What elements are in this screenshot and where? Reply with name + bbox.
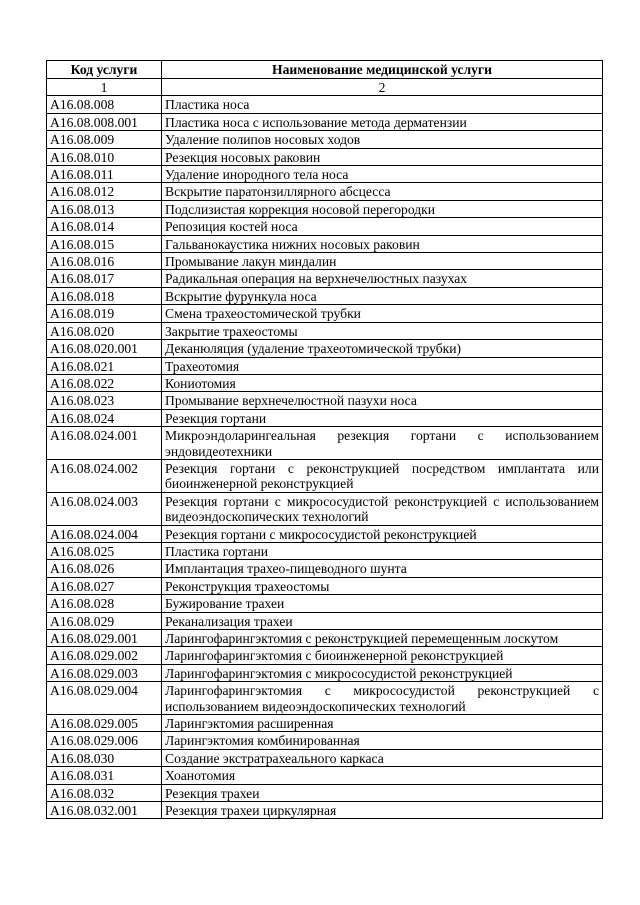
- service-code: A16.08.013: [47, 200, 162, 217]
- service-name: Вскрытие паратонзиллярного абсцесса: [162, 183, 603, 200]
- table-row: [47, 647, 603, 664]
- service-code: A16.08.024.002: [47, 459, 162, 492]
- service-code: A16.08.016: [47, 253, 162, 270]
- service-name: Ларингофарингэктомия с биоинженерной реконструкцией: [162, 647, 603, 664]
- service-name: Микроэндоларингеальная резекция гортани с использованием эндовидеотехники: [162, 427, 603, 460]
- table-row: [47, 392, 603, 409]
- column-number-row: [47, 79, 603, 96]
- service-code: A16.08.008.001: [47, 113, 162, 130]
- service-code: A16.08.029.005: [47, 715, 162, 732]
- table-row: [47, 322, 603, 339]
- service-name: Вскрытие фурункула носа: [162, 287, 603, 304]
- service-name: Радикальная операция на верхнечелюстных пазухах: [162, 270, 603, 287]
- service-name: Деканюляция (удаление трахеотомической трубки): [162, 340, 603, 357]
- table-row: [47, 784, 603, 801]
- header-service-name: Наименование медицинской услуги: [162, 61, 603, 79]
- service-code: A16.08.022: [47, 374, 162, 391]
- service-code: A16.08.014: [47, 218, 162, 235]
- service-code: A16.08.020: [47, 322, 162, 339]
- header-code: Код услуги: [47, 61, 162, 79]
- service-code: A16.08.029.006: [47, 732, 162, 749]
- table-row: [47, 200, 603, 217]
- table-row: [47, 287, 603, 304]
- service-code: A16.08.029.004: [47, 682, 162, 715]
- table-row: [47, 374, 603, 391]
- service-code: A16.08.012: [47, 183, 162, 200]
- service-code: A16.08.030: [47, 749, 162, 766]
- table-row: [47, 166, 603, 183]
- column-number-2: 2: [162, 79, 603, 96]
- table-row: [47, 340, 603, 357]
- table-row: [47, 577, 603, 594]
- service-code: A16.08.024: [47, 409, 162, 426]
- service-name: Смена трахеостомической трубки: [162, 305, 603, 322]
- service-name: Ларингэктомия комбинированная: [162, 732, 603, 749]
- service-name: Подслизистая коррекция носовой перегородки: [162, 200, 603, 217]
- service-code: A16.08.008: [47, 96, 162, 113]
- service-code: A16.08.011: [47, 166, 162, 183]
- services-table: [46, 60, 603, 819]
- service-code: A16.08.025: [47, 542, 162, 559]
- table-row: [47, 682, 603, 715]
- service-name: Реконструкция трахеостомы: [162, 577, 603, 594]
- service-name: Кониотомия: [162, 374, 603, 391]
- service-name: Реканализация трахеи: [162, 612, 603, 629]
- header-row: [47, 61, 603, 79]
- table-row: [47, 542, 603, 559]
- service-name: Бужирование трахеи: [162, 595, 603, 612]
- service-code: A16.08.032.001: [47, 802, 162, 819]
- table-row: [47, 131, 603, 148]
- service-code: A16.08.024.004: [47, 525, 162, 542]
- service-name: Резекция носовых раковин: [162, 148, 603, 165]
- table-row: [47, 492, 603, 525]
- table-row: [47, 749, 603, 766]
- service-name: Ларингофарингэктомия с реконструкцией перемещенным лоскутом: [162, 630, 603, 647]
- table-row: [47, 218, 603, 235]
- table-row: [47, 235, 603, 252]
- column-number-1: 1: [47, 79, 162, 96]
- service-name: Хоанотомия: [162, 767, 603, 784]
- service-name: Создание экстратрахеального каркаса: [162, 749, 603, 766]
- service-code: A16.08.032: [47, 784, 162, 801]
- service-name: Ларингэктомия расширенная: [162, 715, 603, 732]
- service-code: A16.08.031: [47, 767, 162, 784]
- table-row: [47, 525, 603, 542]
- table-row: [47, 253, 603, 270]
- service-code: A16.08.021: [47, 357, 162, 374]
- table-row: [47, 96, 603, 113]
- service-name: Гальванокаустика нижних носовых раковин: [162, 235, 603, 252]
- table-body: [47, 96, 603, 819]
- table-row: [47, 664, 603, 681]
- service-code: A16.08.018: [47, 287, 162, 304]
- service-name: Ларингофарингэктомия с микрососудистой реконструкцией с использованием видеоэндоскопических технологий: [162, 682, 603, 715]
- service-name: Удаление инородного тела носа: [162, 166, 603, 183]
- service-code: A16.08.029.001: [47, 630, 162, 647]
- table-row: [47, 560, 603, 577]
- service-name: Удаление полипов носовых ходов: [162, 131, 603, 148]
- service-name: Резекция гортани с микрососудистой реконструкцией: [162, 525, 603, 542]
- service-name: Резекция гортани: [162, 409, 603, 426]
- service-name: Трахеотомия: [162, 357, 603, 374]
- service-code: A16.08.026: [47, 560, 162, 577]
- service-name: Промывание верхнечелюстной пазухи носа: [162, 392, 603, 409]
- service-name: Резекция гортани с реконструкцией посредством имплантата или биоинженерной реконструкцией: [162, 459, 603, 492]
- table-row: [47, 630, 603, 647]
- service-code: A16.08.017: [47, 270, 162, 287]
- table-row: [47, 802, 603, 819]
- table-row: [47, 409, 603, 426]
- service-name: Пластика носа: [162, 96, 603, 113]
- table-row: [47, 357, 603, 374]
- service-name: Пластика носа с использование метода дерматензии: [162, 113, 603, 130]
- table-row: [47, 732, 603, 749]
- service-name: Резекция трахеи циркулярная: [162, 802, 603, 819]
- service-name: Репозиция костей носа: [162, 218, 603, 235]
- service-code: A16.08.029.002: [47, 647, 162, 664]
- service-code: A16.08.009: [47, 131, 162, 148]
- table-row: [47, 612, 603, 629]
- service-name: Пластика гортани: [162, 542, 603, 559]
- table-row: [47, 595, 603, 612]
- service-name: Закрытие трахеостомы: [162, 322, 603, 339]
- service-name: Промывание лакун миндалин: [162, 253, 603, 270]
- service-code: A16.08.027: [47, 577, 162, 594]
- service-name: Резекция трахеи: [162, 784, 603, 801]
- service-name: Резекция гортани с микрососудистой реконструкцией с использованием видеоэндоскопических технологий: [162, 492, 603, 525]
- service-code: A16.08.024.001: [47, 427, 162, 460]
- service-code: A16.08.028: [47, 595, 162, 612]
- table-row: [47, 459, 603, 492]
- service-code: A16.08.019: [47, 305, 162, 322]
- service-code: A16.08.023: [47, 392, 162, 409]
- service-name: Имплантация трахео-пищеводного шунта: [162, 560, 603, 577]
- service-code: A16.08.024.003: [47, 492, 162, 525]
- table-header: [47, 61, 603, 96]
- table-row: [47, 767, 603, 784]
- service-code: A16.08.029.003: [47, 664, 162, 681]
- service-code: A16.08.020.001: [47, 340, 162, 357]
- service-name: Ларингофарингэктомия с микрососудистой реконструкцией: [162, 664, 603, 681]
- table-row: [47, 148, 603, 165]
- table-row: [47, 715, 603, 732]
- service-code: A16.08.015: [47, 235, 162, 252]
- service-code: A16.08.029: [47, 612, 162, 629]
- table-row: [47, 270, 603, 287]
- table-row: [47, 305, 603, 322]
- table-row: [47, 183, 603, 200]
- table-row: [47, 113, 603, 130]
- table-row: [47, 427, 603, 460]
- service-code: A16.08.010: [47, 148, 162, 165]
